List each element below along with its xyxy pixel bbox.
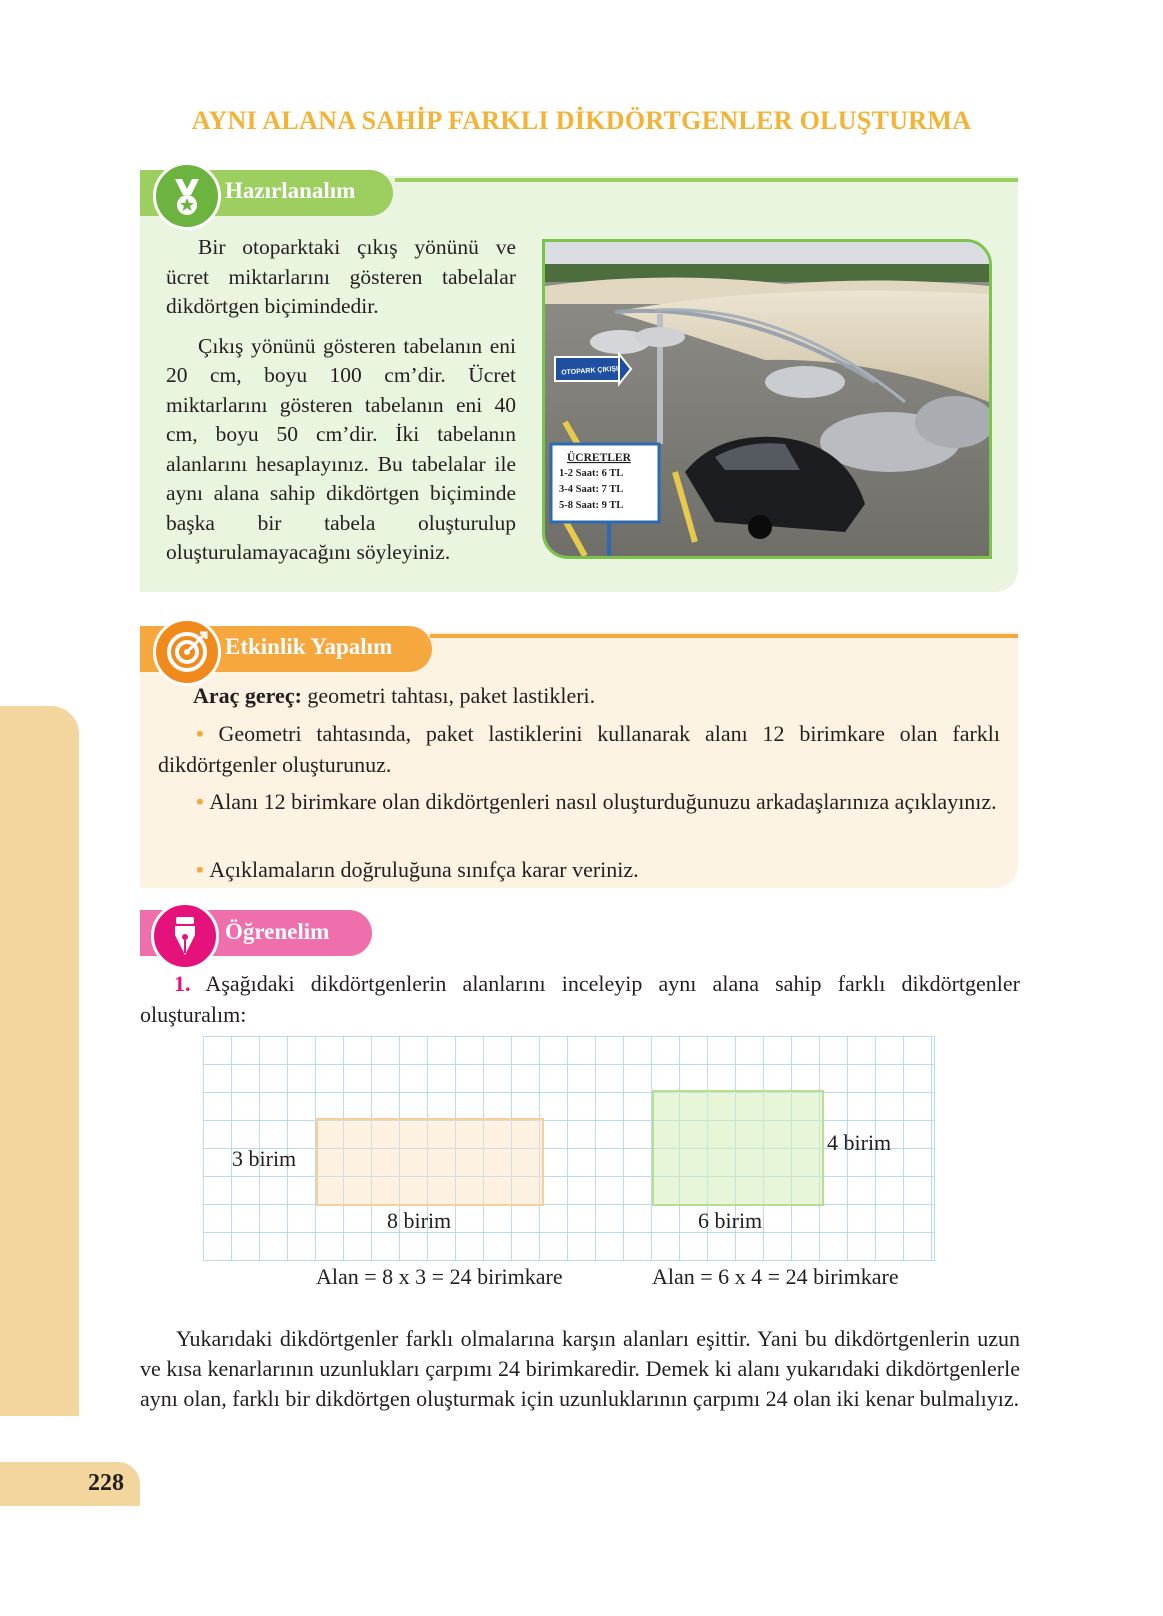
rect2-area: Alan = 6 x 4 = 24 birimkare	[652, 1264, 899, 1289]
rect1-width-label: 8 birim	[387, 1208, 452, 1233]
side-margin-tab	[0, 706, 79, 1416]
prep-header-line	[395, 178, 1018, 182]
pen-nib-icon	[151, 902, 219, 970]
rectangle-8x3	[316, 1118, 544, 1206]
grid-paper	[203, 1036, 935, 1261]
activity-bullet-1-text: Geometri tahtasında, paket lastiklerini kullanarak alanı 12 birimkare olan farklı dikdörtgenler oluşturunuz.	[158, 721, 1001, 777]
activity-bullet-2-text: Alanı 12 birimkare olan dikdörtgenleri nasıl oluşturduğunuzu arkadaşlarınıza açıklayınız.	[209, 789, 997, 814]
tools-label: Araç gereç:	[193, 683, 302, 708]
fee-line-1: 1-2 Saat: 6 TL	[559, 468, 624, 479]
activity-bullet-3	[158, 854, 1000, 885]
page-title: AYNI ALANA SAHİP FARKLI DİKDÖRTGENLER OLUŞTURMA	[191, 106, 972, 135]
target-icon	[153, 618, 221, 686]
activity-bullet-1	[158, 718, 1000, 780]
activity-bullet-2	[158, 786, 1000, 817]
question-1	[140, 968, 1020, 1030]
exit-sign-text: OTOPARK ÇIKIŞI	[560, 365, 619, 377]
conclusion-paragraph: Yukarıdaki dikdörtgenler farklı olmalarına karşın alanları eşittir. Yani bu dikdörtgenlerin uzun ve kısa kenarlarının uzunlukları çarpımı 24 birimkaredir. Demek ki alanı yukarıdaki dikdörtgenlerle aynı olan, farklı bir dikdörtgen oluşturmak için uzunluklarının çarpımı 24 olan iki kenar bulmalıyız.	[140, 1326, 1020, 1411]
tools-line	[193, 683, 595, 709]
prep-label: Hazırlanalım	[225, 178, 356, 203]
page-number: 228	[88, 1470, 124, 1496]
prep-paragraph-1: Bir otoparktaki çıkış yönünü ve ücret miktarlarını gösteren tabelalar dikdörtgen biçimindedir.	[166, 235, 516, 318]
rectangle-6x4	[652, 1090, 824, 1206]
activity-bullet-3-text: Açıklamaların doğruluğuna sınıfça karar veriniz.	[209, 857, 639, 882]
activity-label: Etkinlik Yapalım	[225, 634, 393, 659]
bullet-dot-icon: •	[196, 721, 204, 746]
rect2-width-label: 6 birim	[698, 1208, 763, 1233]
bullet-dot-icon: •	[196, 857, 204, 882]
question-1-number: 1.	[174, 971, 191, 996]
rect1-height-label: 3 birim	[232, 1146, 297, 1171]
fee-line-2: 3-4 Saat: 7 TL	[559, 484, 624, 495]
rect1-area: Alan = 8 x 3 = 24 birimkare	[316, 1264, 563, 1289]
tools-text: geometri tahtası, paket lastikleri.	[301, 683, 596, 708]
bullet-dot-icon: •	[196, 789, 204, 814]
medal-icon	[153, 162, 221, 230]
fees-title: ÜCRETLER	[567, 452, 631, 464]
learn-label: Öğrenelim	[225, 919, 330, 944]
rect2-height-label: 4 birim	[827, 1130, 892, 1155]
parking-photo	[542, 239, 992, 559]
prep-paragraph-2: Çıkış yönünü gösteren tabelanın eni 20 cm, boyu 100 cm’dir. Ücret miktarlarını gösteren tabelanın eni 40 cm, boyu 50 cm’dir. İki tabelanın alanlarını hesaplayınız. Bu tabelalar ile aynı alana sahip dikdörtgen biçiminde başka bir tabela oluşturulup oluşturulamayacağını söyleyiniz.	[166, 333, 516, 564]
prep-text	[166, 233, 516, 578]
question-1-text: Aşağıdaki dikdörtgenlerin alanlarını inceleyip aynı alana sahip farklı dikdörtgenler oluşturalım:	[140, 971, 1020, 1027]
fee-line-3: 5-8 Saat: 9 TL	[559, 500, 624, 511]
activity-header-line	[430, 634, 1018, 638]
